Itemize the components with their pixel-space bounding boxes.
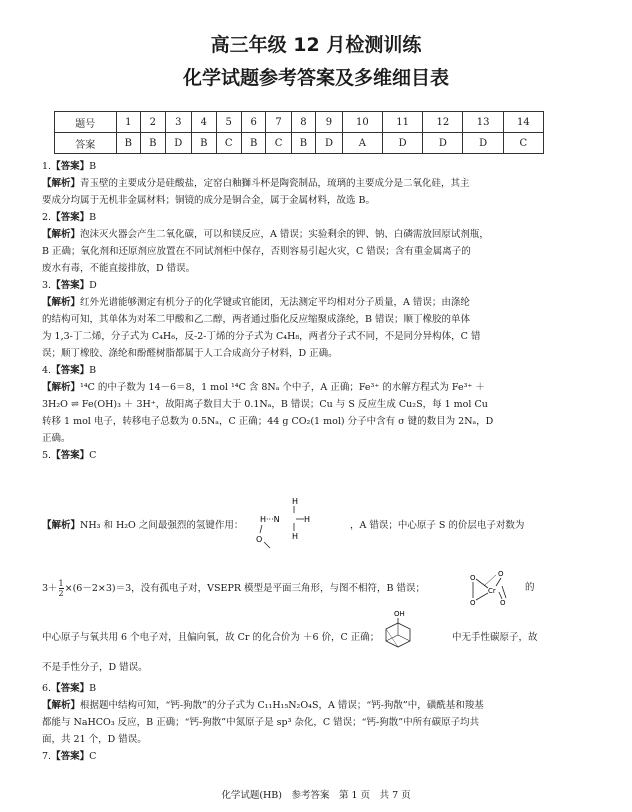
q5-text-part1: NH₃ 和 H₂O 之间最强烈的氢键作用： <box>80 520 244 531</box>
question-number-cell: 5 <box>216 112 241 133</box>
q5-text-part4: 中心原子与氧共用 6 个电子对，且偏向氧，故 Cr 的化合价为 ＋6 价，C 正确； <box>42 632 380 643</box>
q5-text-part3b: 的 <box>525 582 535 593</box>
q5-text-part3: ＝3，没有孤电子对，VSEPR 模型是平面三角形，与图不相符，B 错误； <box>115 583 426 594</box>
answer-cell: D <box>165 133 191 154</box>
answer-cell: D <box>463 133 503 154</box>
analysis-text: 的结构可知，其单体为对苯二甲酸和乙二醇，两者通过脂化反应缩聚成涤纶，B 错误；顺丁橡胶的单体 <box>42 314 471 325</box>
svg-text:O: O <box>498 570 504 578</box>
page-subtitle: 化学试题参考答案及多维细目表 <box>182 67 449 89</box>
question-number: 7. <box>42 751 52 762</box>
solutions-block-1 <box>42 158 562 464</box>
answer-cell: D <box>382 133 422 154</box>
svg-text:O: O <box>500 599 506 607</box>
answer-value: B <box>89 212 97 223</box>
analysis-line <box>42 260 562 277</box>
question-number-cell: 14 <box>503 112 543 133</box>
answer-tag: 【答案】 <box>51 450 90 461</box>
answer-line <box>42 748 562 765</box>
analysis-tag: 【解析】 <box>42 229 81 240</box>
analysis-text: 废水有毒，不能直接排放，D 错误。 <box>42 263 196 274</box>
analysis-line <box>42 697 562 714</box>
svg-text:OH: OH <box>394 610 405 618</box>
analysis-text: ¹⁴C 的中子数为 14－6＝8，1 mol ¹⁴C 含 8Nₐ 个中子，A 正确；Fe³⁺ 的水解方程式为 Fe³⁺ ＋ <box>80 382 485 393</box>
analysis-text: 红外光谱能够测定有机分子的化学键或官能团，无法测定平均相对分子质量，A 错误；由涤纶 <box>80 297 470 308</box>
analysis-line <box>42 294 562 311</box>
analysis-line <box>42 192 562 209</box>
question-number: 4. <box>42 365 52 376</box>
answer-tag: 【答案】 <box>51 212 90 223</box>
analysis-tag: 【解析】 <box>42 520 81 531</box>
question-number-cell: 7 <box>266 112 291 133</box>
question-number-cell: 3 <box>165 112 191 133</box>
answer-cell: D <box>316 133 342 154</box>
fraction-one-half: $\frac{1}{2}$ <box>58 579 64 598</box>
question-number-cell: 4 <box>192 112 217 133</box>
svg-text:O: O <box>470 599 476 607</box>
analysis-line <box>42 731 562 748</box>
answer-cell: C <box>503 133 543 154</box>
question-number-cell: 12 <box>423 112 463 133</box>
question-number: 1. <box>42 161 52 172</box>
answer-tag: 【答案】 <box>51 280 90 291</box>
question-number-cell: 9 <box>316 112 342 133</box>
question-number-cell: 1 <box>116 112 141 133</box>
solutions-block-2 <box>42 680 562 765</box>
analysis-text: 正确。 <box>42 433 71 444</box>
analysis-tag: 【解析】 <box>42 382 81 393</box>
answer-cell: B <box>192 133 217 154</box>
analysis-line <box>42 311 562 328</box>
question-number: 6. <box>42 683 52 694</box>
analysis-line <box>42 396 562 413</box>
answer-value: C <box>89 751 97 762</box>
answer-line <box>42 680 562 697</box>
analysis-text: B 正确；氧化剂和还原剂应放置在不同试剂柜中保存，否则容易引起火灾，C 错误；含有重金属离子的 <box>42 246 471 257</box>
page-footer: 化学试题(HB) 参考答案 第 1 页 共 7 页 <box>221 790 411 801</box>
answer-value: C <box>89 450 97 461</box>
frac-suffix: ×(6－2×3) <box>64 583 116 594</box>
nh3-h2o-hydrogen-bond-structure <box>240 495 310 553</box>
question-number-cell: 6 <box>241 112 266 133</box>
row-label: 答案 <box>55 133 117 154</box>
answer-cell: A <box>342 133 382 154</box>
answer-line <box>42 277 562 294</box>
analysis-text: 要成分均属于无机非金属材料；铜镜的成分是铜合金，属于金属材料，故选 B。 <box>42 195 376 206</box>
q5-analysis-line4 <box>42 659 562 676</box>
answer-cell: B <box>141 133 166 154</box>
answer-line <box>42 362 562 379</box>
analysis-tag: 【解析】 <box>42 700 81 711</box>
analysis-tag: 【解析】 <box>42 178 81 189</box>
answer-value: B <box>89 683 97 694</box>
analysis-text: 泡沫灭火器会产生二氧化碳，可以和镁反应，A 错误；实验剩余的钾、钠、白磷需放回原试剂瓶， <box>80 229 489 240</box>
answer-tag: 【答案】 <box>51 365 90 376</box>
question-number-cell: 2 <box>141 112 166 133</box>
analysis-line <box>42 345 562 362</box>
analysis-line <box>42 328 562 345</box>
analysis-tag: 【解析】 <box>42 297 81 308</box>
row-label: 题号 <box>55 112 117 133</box>
answer-cell: B <box>291 133 316 154</box>
hbond-label: H···N <box>260 515 280 524</box>
answer-value: B <box>89 161 97 172</box>
question-number: 2. <box>42 212 52 223</box>
answer-value: B <box>89 365 97 376</box>
analysis-line <box>42 379 562 396</box>
question-number-cell: 10 <box>342 112 382 133</box>
q5-analysis-line3 <box>42 627 562 647</box>
analysis-line <box>42 413 562 430</box>
answer-cell: C <box>216 133 241 154</box>
answer-tag: 【答案】 <box>51 751 90 762</box>
q5-text-part4b: 中无手性碳原子，故 <box>452 632 538 643</box>
answer-line <box>42 158 562 175</box>
answer-cell: D <box>423 133 463 154</box>
svg-text:O: O <box>470 574 476 582</box>
analysis-text: 青玉壁的主要成分是硅酸盐，定窑白釉獅斗杯是陶瓷制品，琉璃的主要成分是二氧化硅，其主 <box>80 178 470 189</box>
answer-cell: B <box>241 133 266 154</box>
analysis-text: 3H₂O ⇌ Fe(OH)₃ ＋ 3H⁺，故阳离子数目大于 0.1Nₐ，B 错误；Cu 与 S 反应生成 Cu₂S，每 1 mol Cu <box>42 399 488 410</box>
h-atom: H <box>304 515 310 524</box>
analysis-line <box>42 714 562 731</box>
analysis-text: 为 1,3-丁二烯，分子式为 C₄H₆，反-2-丁烯的分子式为 C₄H₈，两者分子式不同，不是同分异构体，C 错 <box>42 331 481 342</box>
analysis-text: 误；顺丁橡胶、涤纶和酚醛树脂都属于人工合成高分子材料，D 正确。 <box>42 348 338 359</box>
analysis-text: 根据题中结构可知，“钙-狗散”的分子式为 C₁₁H₁₅N₂O₄S，A 错误；“钙-狗散”中，磺酰基和羧基 <box>80 700 484 711</box>
question-number: 5. <box>42 450 52 461</box>
answer-table <box>54 111 544 154</box>
analysis-line <box>42 243 562 260</box>
q5-text-part5: 不是手性分子，D 错误。 <box>42 662 148 673</box>
q5-text-part2: ，A 错误；中心原子 S 的价层电子对数为 <box>350 520 525 531</box>
answer-table-answer-row <box>55 133 544 154</box>
analysis-line <box>42 226 562 243</box>
analysis-line <box>42 430 562 447</box>
answer-value: D <box>89 280 97 291</box>
question-number-cell: 11 <box>382 112 422 133</box>
answer-line <box>42 447 562 464</box>
answer-cell: C <box>266 133 291 154</box>
answer-table-number-row <box>55 112 544 133</box>
analysis-line <box>42 175 562 192</box>
analysis-text: 都能与 NaHCO₃ 反应，B 正确；“钙-狗散”中氮原子是 sp³ 杂化，C 错误；“钙-狗散”中所有碳原子均共 <box>42 717 480 728</box>
answer-line <box>42 209 562 226</box>
cro5-structure <box>468 566 518 610</box>
question-number: 3. <box>42 280 52 291</box>
answer-tag: 【答案】 <box>51 683 90 694</box>
o-atom: O <box>256 535 263 544</box>
analysis-text: 面，共 21 个，D 错误。 <box>42 734 147 745</box>
answer-cell: B <box>116 133 141 154</box>
question-number-cell: 13 <box>463 112 503 133</box>
analysis-text: 转移 1 mol 电子，转移电子总数为 0.5Nₐ，C 正确；44 g CO₂(1 mol) 分子中含有 σ 键的数目为 2Nₐ，D <box>42 416 494 427</box>
h-atom: H <box>292 497 299 506</box>
svg-text:Cr: Cr <box>488 587 496 595</box>
question-number-cell: 8 <box>291 112 316 133</box>
page-title: 高三年级 12 月检测训练 <box>210 34 422 56</box>
h-atom: H <box>292 532 299 541</box>
adamantanol-structure <box>376 608 416 650</box>
frac-prefix: 3＋ <box>42 583 58 594</box>
answer-tag: 【答案】 <box>51 161 90 172</box>
